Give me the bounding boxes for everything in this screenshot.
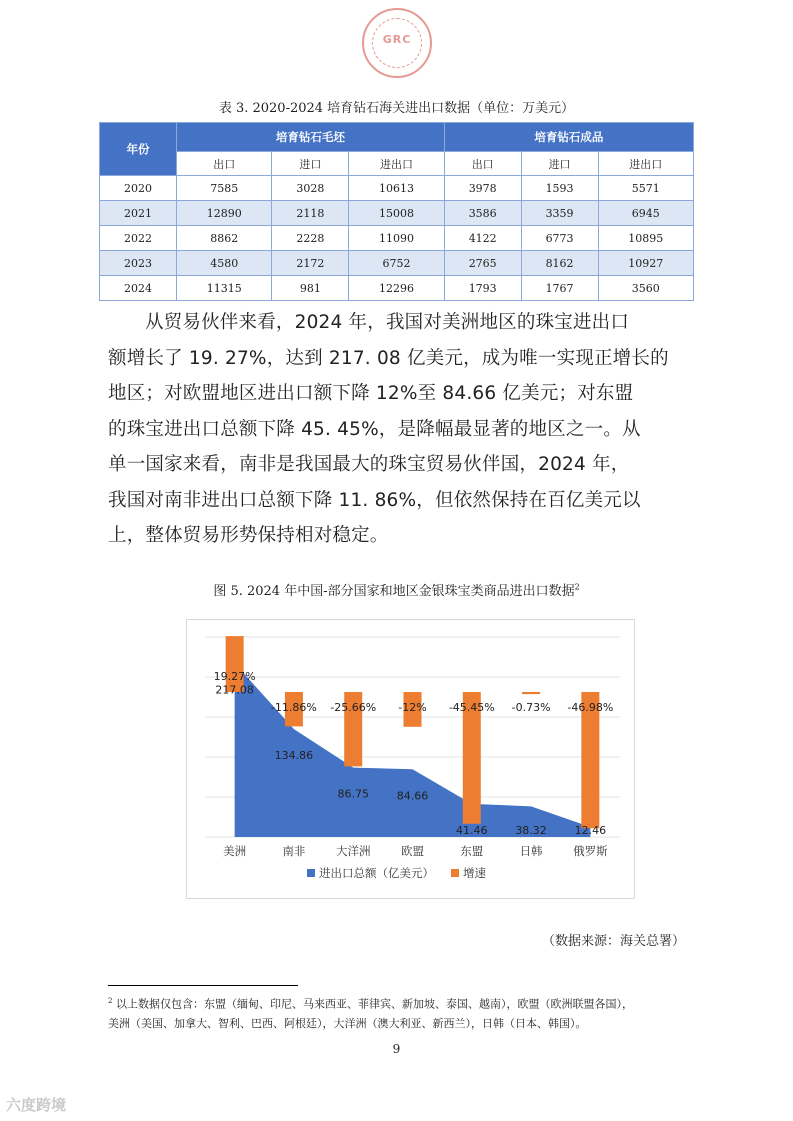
value-cell: 11315 — [177, 276, 272, 301]
value-cell: 4580 — [177, 251, 272, 276]
value-cell: 8862 — [177, 226, 272, 251]
legend-swatch-total — [307, 869, 315, 877]
value-cell: 2172 — [272, 251, 349, 276]
year-cell: 2021 — [100, 201, 177, 226]
category-label: 欧盟 — [401, 844, 424, 858]
table-row — [100, 276, 694, 301]
footnote-mark: 2 — [108, 997, 113, 1005]
footnote-line-2: 美洲（美国、加拿大、智利、巴西、阿根廷），大洋洲（澳大利亚、新西兰），日韩（日本、韩国）。 — [108, 1016, 587, 1030]
table-row — [100, 176, 694, 201]
footnote-line-1: 以上数据仅包含：东盟（缅甸、印尼、马来西亚、菲律宾、新加坡、泰国、越南），欧盟（欧洲联盟各国）， — [115, 997, 633, 1011]
paragraph-line: 地区；对欧盟地区进出口额下降 12%至 84.66 亿美元；对东盟 — [108, 383, 634, 404]
sub-header-cell: 进口 — [521, 152, 598, 176]
value-cell: 11090 — [349, 226, 444, 251]
year-cell: 2020 — [100, 176, 177, 201]
table-row — [100, 251, 694, 276]
page-number: 9 — [392, 1042, 401, 1056]
growth-label: 19.27% — [213, 670, 256, 683]
value-cell: 5571 — [598, 176, 694, 201]
value-cell: 3359 — [521, 201, 598, 226]
category-label: 东盟 — [460, 844, 484, 858]
value-cell: 1593 — [521, 176, 598, 201]
footnote-divider — [108, 985, 298, 986]
total-label: 38.32 — [515, 824, 547, 837]
value-cell: 4122 — [444, 226, 521, 251]
value-cell: 2228 — [272, 226, 349, 251]
value-cell: 2765 — [444, 251, 521, 276]
chart-svg — [187, 620, 634, 898]
value-cell: 8162 — [521, 251, 598, 276]
sub-header-cell: 进出口 — [598, 152, 694, 176]
watermark: 六度跨境 — [6, 1096, 67, 1114]
table-row — [100, 201, 694, 226]
grc-logo-seal — [362, 8, 432, 78]
value-cell: 981 — [272, 276, 349, 301]
category-label: 俄罗斯 — [573, 844, 608, 858]
value-cell: 3560 — [598, 276, 694, 301]
value-cell: 3978 — [444, 176, 521, 201]
growth-label: -12% — [398, 701, 427, 714]
data-source: （数据来源：海关总署） — [541, 934, 685, 949]
paragraph-line: 我国对南非进出口总额下降 11. 86%，但依然保持在百亿美元以 — [108, 489, 641, 511]
total-label: 41.46 — [456, 823, 488, 837]
total-label: 84.66 — [396, 789, 429, 803]
sub-header-cell: 出口 — [177, 152, 272, 176]
paragraph-line: 从贸易伙伴来看，2024 年，我国对美洲地区的珠宝进出口 — [145, 312, 630, 333]
paragraph-line: 单一国家来看，南非是我国最大的珠宝贸易伙伴国，2024 年， — [108, 454, 630, 475]
table-caption: 表 3. 2020-2024 培育钻石海关进出口数据（单位：万美元） — [218, 101, 575, 116]
year-cell: 2023 — [100, 251, 177, 276]
paragraph-line: 的珠宝进出口总额下降 45. 45%，是降幅最显著的地区之一。从 — [108, 418, 641, 440]
growth-label: -25.66% — [330, 701, 377, 714]
total-label: 86.75 — [337, 787, 369, 801]
growth-bar — [522, 692, 540, 694]
figure-caption — [0, 580, 793, 599]
trade-chart — [186, 619, 635, 899]
category-label: 日韩 — [519, 844, 543, 858]
year-cell: 2024 — [100, 276, 177, 301]
paragraph-line: 额增长了 19. 27%，达到 217. 08 亿美元，成为唯一实现正增长的 — [108, 347, 669, 369]
growth-label: -11.86% — [270, 701, 317, 714]
sub-header-cell: 进口 — [272, 152, 349, 176]
table-row — [100, 226, 694, 251]
value-cell: 6773 — [521, 226, 598, 251]
legend-label-total: 进出口总额（亿美元） — [319, 866, 434, 880]
value-cell: 3586 — [444, 201, 521, 226]
year-header: 年份 — [100, 123, 177, 176]
value-cell: 15008 — [349, 201, 444, 226]
total-label: 134.86 — [274, 749, 314, 763]
figure-caption-text: 图 5. 2024 年中国-部分国家和地区金银珠宝类商品进出口数据 — [213, 584, 575, 599]
value-cell: 2118 — [272, 201, 349, 226]
diamond-trade-table — [99, 122, 694, 301]
total-label: 217.08 — [215, 683, 254, 697]
value-cell: 6752 — [349, 251, 444, 276]
sub-header-cell: 进出口 — [349, 152, 444, 176]
legend-label-growth: 增速 — [463, 866, 486, 880]
total-label: 12.46 — [574, 824, 607, 837]
value-cell: 10613 — [349, 176, 444, 201]
value-cell: 10895 — [598, 226, 694, 251]
year-cell: 2022 — [100, 226, 177, 251]
value-cell: 12890 — [177, 201, 272, 226]
legend-swatch-growth — [451, 869, 459, 877]
value-cell: 3028 — [272, 176, 349, 201]
category-label: 美洲 — [223, 844, 247, 858]
sub-header-cell: 出口 — [444, 152, 521, 176]
category-label: 大洋洲 — [335, 844, 371, 858]
growth-label: -45.45% — [448, 701, 495, 714]
growth-label: -0.73% — [511, 701, 551, 714]
group-header-rough: 培育钻石毛坯 — [177, 123, 445, 152]
footnote-reference: 2 — [574, 582, 580, 592]
paragraph-line: 上，整体贸易形势保持相对稳定。 — [108, 525, 389, 546]
value-cell: 10927 — [598, 251, 694, 276]
value-cell: 6945 — [598, 201, 694, 226]
value-cell: 12296 — [349, 276, 444, 301]
category-label: 南非 — [282, 844, 306, 858]
footnote — [108, 992, 693, 1033]
value-cell: 1793 — [444, 276, 521, 301]
logo-text: GRC — [382, 33, 412, 46]
growth-label: -46.98% — [567, 701, 614, 714]
value-cell: 7585 — [177, 176, 272, 201]
value-cell: 1767 — [521, 276, 598, 301]
body-paragraph — [108, 305, 693, 554]
group-header-finished: 培育钻石成品 — [444, 123, 693, 152]
